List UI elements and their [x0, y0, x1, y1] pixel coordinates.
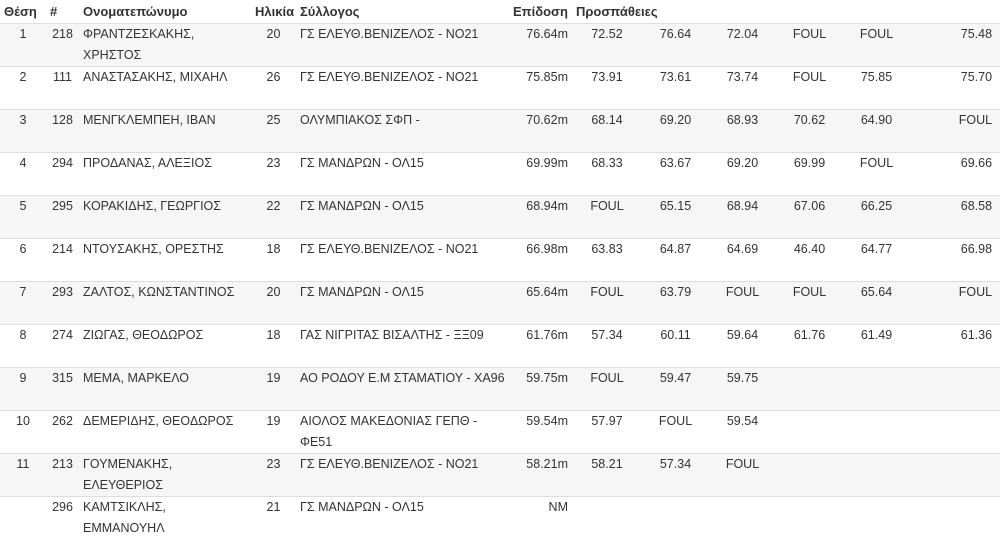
attempt-1-cell: 73.91: [572, 67, 642, 110]
attempt-5-cell: FOUL: [843, 153, 910, 196]
attempt-2-cell: 76.64: [642, 24, 709, 67]
age-cell: 20: [251, 24, 296, 67]
position-cell: 8: [0, 325, 46, 368]
attempt-4-cell: FOUL: [776, 67, 843, 110]
position-cell: 4: [0, 153, 46, 196]
attempt-4-cell: 61.76: [776, 325, 843, 368]
header-row: [0, 0, 1000, 24]
athlete-name-cell: ΜΕΝΓΚΛΕΜΠΕΗ, ΙΒΑΝ: [79, 110, 251, 153]
attempt-5-cell: 65.64: [843, 282, 910, 325]
attempt-4-cell: [776, 497, 843, 540]
mark-cell: 69.99m: [509, 153, 572, 196]
attempt-1-cell: [572, 497, 642, 540]
table-row: [0, 67, 1000, 110]
attempt-2-cell: 63.67: [642, 153, 709, 196]
club-cell: ΓΣ ΜΑΝΔΡΩΝ - ΟΛ15: [296, 497, 509, 540]
attempt-3-cell: 59.54: [709, 411, 776, 454]
club-cell: ΓΑΣ ΝΙΓΡΙΤΑΣ ΒΙΣΑΛΤΗΣ - ΞΞ09: [296, 325, 509, 368]
attempt-5-cell: FOUL: [843, 24, 910, 67]
mark-cell: 75.85m: [509, 67, 572, 110]
header-mark[interactable]: Επίδοση: [509, 0, 572, 24]
club-cell: ΑΙΟΛΟΣ ΜΑΚΕΔΟΝΙΑΣ ΓΕΠΘ - ΦΕ51: [296, 411, 509, 454]
attempt-2-cell: 63.79: [642, 282, 709, 325]
age-cell: 19: [251, 368, 296, 411]
bib-cell: 128: [46, 110, 79, 153]
position-cell: 5: [0, 196, 46, 239]
age-cell: 19: [251, 411, 296, 454]
attempt-1-cell: 58.21: [572, 454, 642, 497]
attempt-2-cell: 59.47: [642, 368, 709, 411]
attempt-1-cell: 63.83: [572, 239, 642, 282]
header-name[interactable]: Ονοματεπώνυμο: [79, 0, 251, 24]
attempt-1-cell: FOUL: [572, 196, 642, 239]
position-cell: 6: [0, 239, 46, 282]
attempt-3-cell: 64.69: [709, 239, 776, 282]
age-cell: 22: [251, 196, 296, 239]
attempt-6-cell: 75.48: [910, 24, 1000, 67]
table-row: [0, 497, 1000, 540]
attempt-6-cell: [910, 454, 1000, 497]
attempt-5-cell: 61.49: [843, 325, 910, 368]
attempt-1-cell: 68.33: [572, 153, 642, 196]
attempt-6-cell: [910, 497, 1000, 540]
club-cell: ΓΣ ΜΑΝΔΡΩΝ - ΟΛ15: [296, 153, 509, 196]
mark-cell: 65.64m: [509, 282, 572, 325]
attempt-4-cell: FOUL: [776, 24, 843, 67]
attempt-2-cell: 64.87: [642, 239, 709, 282]
mark-cell: NM: [509, 497, 572, 540]
attempt-3-cell: 59.64: [709, 325, 776, 368]
attempt-2-cell: [642, 497, 709, 540]
table-row: [0, 325, 1000, 368]
bib-cell: 214: [46, 239, 79, 282]
attempt-5-cell: [843, 497, 910, 540]
athlete-name-cell: ΓΟΥΜΕΝΑΚΗΣ, ΕΛΕΥΘΕΡΙΟΣ: [79, 454, 251, 497]
attempt-6-cell: [910, 368, 1000, 411]
attempt-6-cell: 68.58: [910, 196, 1000, 239]
age-cell: 18: [251, 239, 296, 282]
attempt-1-cell: FOUL: [572, 282, 642, 325]
mark-cell: 70.62m: [509, 110, 572, 153]
club-cell: ΓΣ ΕΛΕΥΘ.ΒΕΝΙΖΕΛΟΣ - ΝΟ21: [296, 67, 509, 110]
attempt-2-cell: 65.15: [642, 196, 709, 239]
bib-cell: 315: [46, 368, 79, 411]
attempt-3-cell: 73.74: [709, 67, 776, 110]
bib-cell: 218: [46, 24, 79, 67]
header-position[interactable]: Θέση: [0, 0, 46, 24]
attempt-2-cell: 57.34: [642, 454, 709, 497]
header-club[interactable]: Σύλλογος: [296, 0, 509, 24]
attempt-3-cell: FOUL: [709, 282, 776, 325]
position-cell: 9: [0, 368, 46, 411]
attempt-5-cell: [843, 454, 910, 497]
attempt-5-cell: 66.25: [843, 196, 910, 239]
position-cell: 7: [0, 282, 46, 325]
bib-cell: 294: [46, 153, 79, 196]
age-cell: 25: [251, 110, 296, 153]
attempt-6-cell: 61.36: [910, 325, 1000, 368]
header-bib[interactable]: #: [46, 0, 79, 24]
age-cell: 23: [251, 454, 296, 497]
age-cell: 20: [251, 282, 296, 325]
athlete-name-cell: ΖΙΩΓΑΣ, ΘΕΟΔΩΡΟΣ: [79, 325, 251, 368]
attempt-6-cell: 69.66: [910, 153, 1000, 196]
mark-cell: 68.94m: [509, 196, 572, 239]
athlete-name-cell: ΖΑΛΤΟΣ, ΚΩΝΣΤΑΝΤΙΝΟΣ: [79, 282, 251, 325]
athlete-name-cell: ΚΑΜΤΣΙΚΛΗΣ, ΕΜΜΑΝΟΥΗΛ: [79, 497, 251, 540]
mark-cell: 58.21m: [509, 454, 572, 497]
attempt-5-cell: 64.90: [843, 110, 910, 153]
attempt-5-cell: 75.85: [843, 67, 910, 110]
position-cell: 3: [0, 110, 46, 153]
attempt-3-cell: 72.04: [709, 24, 776, 67]
attempt-6-cell: 66.98: [910, 239, 1000, 282]
table-row: [0, 282, 1000, 325]
mark-cell: 59.54m: [509, 411, 572, 454]
table-row: [0, 110, 1000, 153]
club-cell: ΟΛΥΜΠΙΑΚΟΣ ΣΦΠ -: [296, 110, 509, 153]
table-row: [0, 24, 1000, 67]
club-cell: ΓΣ ΕΛΕΥΘ.ΒΕΝΙΖΕΛΟΣ - ΝΟ21: [296, 24, 509, 67]
attempt-6-cell: FOUL: [910, 282, 1000, 325]
attempt-4-cell: [776, 368, 843, 411]
attempt-1-cell: 57.97: [572, 411, 642, 454]
attempt-3-cell: [709, 497, 776, 540]
attempt-6-cell: [910, 411, 1000, 454]
athlete-name-cell: ΚΟΡΑΚΙΔΗΣ, ΓΕΩΡΓΙΟΣ: [79, 196, 251, 239]
bib-cell: 295: [46, 196, 79, 239]
attempt-5-cell: [843, 411, 910, 454]
age-cell: 23: [251, 153, 296, 196]
attempt-5-cell: [843, 368, 910, 411]
mark-cell: 76.64m: [509, 24, 572, 67]
mark-cell: 59.75m: [509, 368, 572, 411]
age-cell: 26: [251, 67, 296, 110]
attempt-1-cell: FOUL: [572, 368, 642, 411]
position-cell: [0, 497, 46, 540]
club-cell: ΓΣ ΕΛΕΥΘ.ΒΕΝΙΖΕΛΟΣ - ΝΟ21: [296, 454, 509, 497]
attempt-4-cell: [776, 454, 843, 497]
club-cell: ΓΣ ΜΑΝΔΡΩΝ - ΟΛ15: [296, 282, 509, 325]
header-attempts: Προσπάθειες: [572, 0, 1000, 24]
table-row: [0, 454, 1000, 497]
club-cell: ΑΟ ΡΟΔΟΥ Ε.Μ ΣΤΑΜΑΤΙΟΥ - ΧΑ96: [296, 368, 509, 411]
mark-cell: 66.98m: [509, 239, 572, 282]
mark-cell: 61.76m: [509, 325, 572, 368]
attempt-2-cell: 60.11: [642, 325, 709, 368]
position-cell: 2: [0, 67, 46, 110]
attempt-3-cell: FOUL: [709, 454, 776, 497]
attempt-4-cell: 67.06: [776, 196, 843, 239]
attempt-4-cell: FOUL: [776, 282, 843, 325]
athlete-name-cell: ΠΡΟΔΑΝΑΣ, ΑΛΕΞΙΟΣ: [79, 153, 251, 196]
table-row: [0, 239, 1000, 282]
athlete-name-cell: ΔΕΜΕΡΙΔΗΣ, ΘΕΟΔΩΡΟΣ: [79, 411, 251, 454]
club-cell: ΓΣ ΜΑΝΔΡΩΝ - ΟΛ15: [296, 196, 509, 239]
attempt-6-cell: FOUL: [910, 110, 1000, 153]
attempt-1-cell: 57.34: [572, 325, 642, 368]
bib-cell: 111: [46, 67, 79, 110]
attempt-3-cell: 68.94: [709, 196, 776, 239]
table-row: [0, 196, 1000, 239]
position-cell: 1: [0, 24, 46, 67]
position-cell: 11: [0, 454, 46, 497]
bib-cell: 296: [46, 497, 79, 540]
club-cell: ΓΣ ΕΛΕΥΘ.ΒΕΝΙΖΕΛΟΣ - ΝΟ21: [296, 239, 509, 282]
athlete-name-cell: ΝΤΟΥΣΑΚΗΣ, ΟΡΕΣΤΗΣ: [79, 239, 251, 282]
attempt-4-cell: 69.99: [776, 153, 843, 196]
table-row: [0, 368, 1000, 411]
athlete-name-cell: ΜΕΜΑ, ΜΑΡΚΕΛΟ: [79, 368, 251, 411]
table-row: [0, 153, 1000, 196]
attempt-2-cell: 73.61: [642, 67, 709, 110]
attempt-3-cell: 69.20: [709, 153, 776, 196]
header-age[interactable]: Ηλικία: [251, 0, 296, 24]
position-cell: 10: [0, 411, 46, 454]
attempt-3-cell: 59.75: [709, 368, 776, 411]
bib-cell: 213: [46, 454, 79, 497]
age-cell: 21: [251, 497, 296, 540]
athlete-name-cell: ΑΝΑΣΤΑΣΑΚΗΣ, ΜΙΧΑΗΛ: [79, 67, 251, 110]
athlete-name-cell: ΦΡΑΝΤΖΕΣΚΑΚΗΣ, ΧΡΗΣΤΟΣ: [79, 24, 251, 67]
attempt-2-cell: 69.20: [642, 110, 709, 153]
attempt-3-cell: 68.93: [709, 110, 776, 153]
attempt-1-cell: 68.14: [572, 110, 642, 153]
age-cell: 18: [251, 325, 296, 368]
attempt-6-cell: 75.70: [910, 67, 1000, 110]
attempt-5-cell: 64.77: [843, 239, 910, 282]
bib-cell: 274: [46, 325, 79, 368]
bib-cell: 293: [46, 282, 79, 325]
attempt-4-cell: [776, 411, 843, 454]
attempt-1-cell: 72.52: [572, 24, 642, 67]
table-row: [0, 411, 1000, 454]
attempt-4-cell: 46.40: [776, 239, 843, 282]
bib-cell: 262: [46, 411, 79, 454]
attempt-2-cell: FOUL: [642, 411, 709, 454]
attempt-4-cell: 70.62: [776, 110, 843, 153]
